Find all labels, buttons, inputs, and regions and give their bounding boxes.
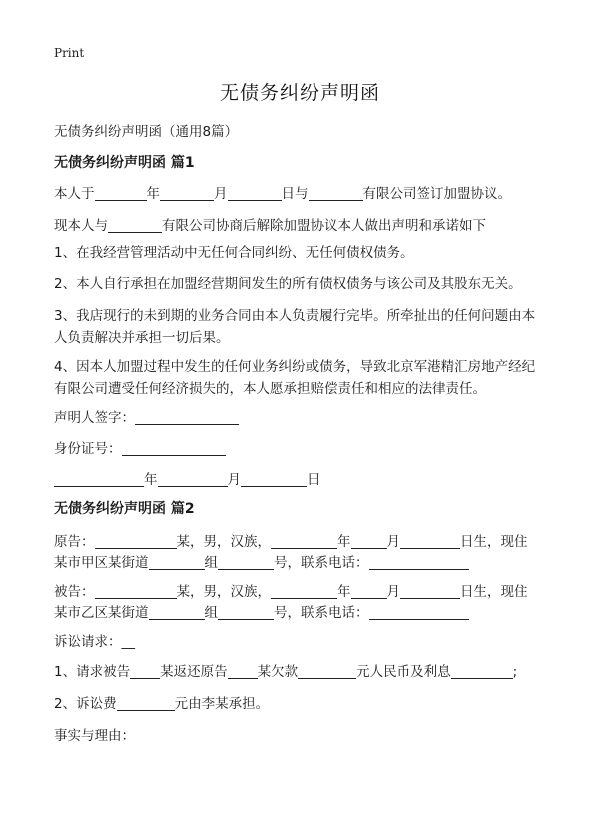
text: ; — [512, 664, 518, 680]
text: 某欠款 — [257, 664, 299, 680]
blank — [95, 185, 147, 201]
text: 某市甲区某街道 — [54, 555, 149, 571]
blank — [351, 583, 387, 599]
blank — [95, 533, 177, 549]
text: 某，男，汉族， — [176, 534, 271, 550]
blank — [149, 604, 205, 620]
blank — [351, 533, 387, 549]
document-subtitle: 无债务纠纷声明函（通用8篇） — [54, 124, 239, 140]
text: 日与 — [281, 186, 309, 202]
text: 2、诉讼费 — [54, 696, 117, 712]
claim-1-line — [54, 660, 517, 680]
blank — [400, 533, 460, 549]
blank — [309, 185, 363, 201]
plaintiff-line-2 — [54, 551, 469, 571]
blank — [369, 554, 469, 570]
blank — [158, 471, 228, 487]
text: 有限公司签订加盟协议。 — [362, 186, 511, 202]
facts-label: 事实与理由： — [54, 728, 135, 744]
blank — [228, 185, 282, 201]
text: 年 — [146, 186, 160, 202]
text: 本人于 — [54, 186, 95, 202]
text: 组 — [204, 555, 218, 571]
text: 月 — [386, 584, 400, 600]
text: 某，男，汉族， — [176, 584, 271, 600]
id-number-line — [54, 437, 226, 457]
claims-label: 诉讼请求：__ — [54, 634, 135, 650]
text: 被告： — [54, 584, 95, 600]
text: 年 — [337, 584, 351, 600]
text: 元人民币及利息 — [356, 664, 451, 680]
blank — [241, 471, 307, 487]
blank — [95, 583, 177, 599]
id-label: 身份证号： — [54, 441, 122, 457]
text: 现本人与 — [54, 218, 108, 234]
blank — [369, 604, 469, 620]
text: 月 — [214, 186, 228, 202]
text: 号，联系电话： — [274, 555, 369, 571]
claim-2-line — [54, 692, 269, 712]
plaintiff-line-1 — [54, 530, 528, 550]
text: 某市乙区某街道 — [54, 605, 149, 621]
blank — [218, 554, 274, 570]
text: 有限公司协商后解除加盟协议本人做出声明和承诺如下 — [162, 218, 486, 234]
defendant-line-1 — [54, 580, 528, 600]
blank — [400, 583, 460, 599]
text: 1、请求被告 — [54, 664, 131, 680]
blank — [108, 217, 162, 233]
text: 元由李某承担。 — [174, 696, 270, 712]
blank — [451, 663, 513, 679]
blank — [160, 185, 214, 201]
text: 年 — [144, 472, 158, 488]
blank — [271, 583, 337, 599]
text: 组 — [204, 605, 218, 621]
document-title: 无债务纠纷声明函 — [219, 82, 380, 104]
blank — [122, 440, 226, 456]
blank — [130, 663, 160, 679]
signature-date-line — [54, 468, 321, 488]
blank — [54, 471, 144, 487]
defendant-line-2 — [54, 601, 469, 621]
text: 年 — [337, 534, 351, 550]
text: 日 — [307, 472, 321, 488]
termination-line — [54, 214, 486, 234]
text: 月 — [386, 534, 400, 550]
text: 日生，现住 — [460, 584, 528, 600]
text: 号，联系电话： — [274, 605, 369, 621]
text: 原告： — [54, 534, 95, 550]
statement-item-4: 4、因本人加盟过程中发生的任何业务纠纷或债务，导致北京军港精汇房地产经纪有限公司遭受任何经济损失的，本人愿承担赔偿责任和相应的法律责任。 — [54, 359, 536, 397]
blank — [149, 554, 205, 570]
section-heading-part1: 无债务纠纷声明函 篇1 — [54, 155, 195, 171]
blank — [228, 663, 258, 679]
print-link[interactable]: Print — [54, 46, 85, 60]
blank — [271, 533, 337, 549]
statement-item-3: 3、我店现行的未到期的业务合同由本人负责履行完毕。所牵扯出的任何问题由本人负责解决并承担一切后果。 — [54, 308, 536, 346]
statement-item-1: 1、在我经营管理活动中无任何合同纠纷、无任何债权债务。 — [54, 245, 414, 261]
blank — [218, 604, 274, 620]
text: 某返还原告 — [160, 664, 228, 680]
section-heading-part2: 无债务纠纷声明函 篇2 — [54, 501, 195, 517]
agreement-date-line — [54, 182, 511, 202]
signature-label: 声明人签字： — [54, 410, 135, 426]
signature-line — [54, 406, 239, 426]
blank — [117, 695, 175, 711]
statement-item-2: 2、本人自行承担在加盟经营期间发生的所有债权债务与该公司及其股东无关。 — [54, 276, 522, 292]
blank — [135, 409, 239, 425]
text: 日生，现住 — [460, 534, 528, 550]
text: 月 — [227, 472, 241, 488]
blank — [298, 663, 356, 679]
